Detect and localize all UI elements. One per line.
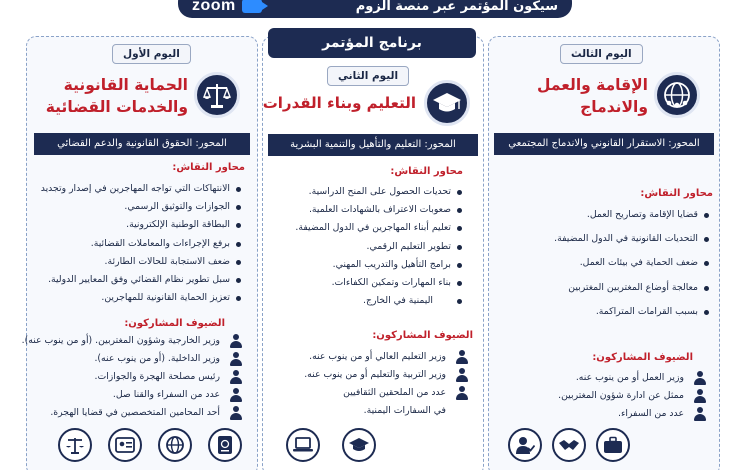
day-two-guests-title: الضيوف المشاركون: (372, 330, 473, 341)
day-two-axis: المحور: التعليم والتأهيل والتنمية البشرية (268, 134, 478, 156)
scales-icon (58, 428, 92, 462)
guest-text: وزير العمل أو من ينوب عنه. (575, 372, 684, 383)
day-one-axis: المحور: الحقوق القانونية والدعم القضائي (34, 133, 250, 155)
topic-item: التحديات القانونية في الدول المضيفة. (554, 230, 710, 248)
guest-item (22, 350, 242, 368)
person-icon (230, 388, 242, 402)
topic-item: تعزيز الحماية القانونية للمهاجرين. (41, 289, 242, 307)
day-two-guests (304, 348, 468, 420)
person-icon (230, 370, 242, 384)
day-one-topics-title: محاور النقاش: (172, 162, 245, 173)
guest-text: وزير الداخلية. (أو من ينوب عنه). (94, 353, 220, 364)
guest-item-continuation (304, 402, 468, 420)
heading-line: والخدمات القضائية (45, 98, 188, 116)
handshake-icon (552, 428, 586, 462)
id-card-icon (108, 428, 142, 462)
topic-item: معالجة أوضاع المغتربين المغتربين (554, 279, 710, 297)
globe-people-icon (654, 72, 700, 118)
person-check-icon (508, 428, 542, 462)
person-icon (694, 371, 706, 385)
guest-text: في السفارات اليمنية. (363, 405, 446, 416)
person-icon (230, 334, 242, 348)
person-icon (230, 406, 242, 420)
video-camera-icon (242, 0, 262, 13)
day-two-icons (286, 428, 376, 462)
day-three-guests (558, 369, 706, 423)
zoom-brand (192, 0, 262, 15)
guest-text: عدد من الملحقين الثقافيين (343, 387, 446, 398)
day-two-topics (295, 183, 463, 310)
topic-item: صعوبات الاعتراف بالشهادات العلمية. (295, 201, 463, 219)
scales-icon (194, 72, 240, 118)
day-three-badge: اليوم الثالث (560, 44, 643, 64)
day-one-heading (46, 74, 188, 118)
day-three-heading (520, 74, 648, 118)
laptop-icon (286, 428, 320, 462)
person-icon (694, 389, 706, 403)
guest-item (304, 384, 468, 402)
heading-line: الإقامة والعمل (537, 76, 648, 94)
globe-icon (158, 428, 192, 462)
topic-item: سبل تطوير نظام القضائي وفق المعايير الدولية. (41, 271, 242, 289)
guest-text: وزير الخارجية وشؤون المغتربين. (أو من ينوب عنه). (21, 335, 220, 346)
person-icon (456, 350, 468, 364)
topic-item: تطوير التعليم الرقمي. (295, 238, 463, 256)
day-two-topics-title: محاور النقاش: (390, 166, 463, 177)
guest-text: رئيس مصلحة الهجرة والجوازات. (94, 371, 220, 382)
guest-item (22, 332, 242, 350)
guest-item (558, 387, 706, 405)
guest-text: أحد المحامين المتخصصين في قضايا الهجرة. (50, 407, 220, 418)
day-three-topics-title: محاور النقاش: (640, 188, 713, 199)
day-two-badge: اليوم الثاني (327, 66, 409, 86)
day-one-badge: اليوم الأول (112, 44, 191, 64)
guest-text: وزير التعليم العالي أو من ينوب عنه. (309, 351, 446, 362)
day-three-axis: المحور: الاستقرار القانوني والاندماج المجتمعي (494, 133, 714, 155)
topic-item-continuation: الجوازات والتوثيق الرسمي. (41, 198, 242, 216)
graduation-cap-icon (424, 80, 470, 126)
topic-item-continuation: بسبب القرامات المتراكمة. (554, 303, 710, 321)
topic-item: البطاقة الوطنية الإلكترونية. (41, 216, 242, 234)
day-three-guests-title: الضيوف المشاركون: (592, 352, 693, 363)
topic-item: ضعف الحماية في بيئات العمل. (554, 254, 710, 272)
topic-item: برامج التأهيل والتدريب المهني. (295, 256, 463, 274)
person-icon (456, 368, 468, 382)
heading-line: والاندماج (580, 98, 648, 116)
heading-line: الحماية القانونية (63, 76, 188, 94)
day-three-topics (554, 206, 710, 321)
briefcase-icon (596, 428, 630, 462)
person-icon (456, 386, 468, 400)
day-one-icons (58, 428, 242, 462)
guest-item (22, 368, 242, 386)
topic-item: تحديات الحصول على المنح الدراسية. (295, 183, 463, 201)
passport-icon (208, 428, 242, 462)
zoom-banner (178, 0, 572, 18)
person-icon (230, 352, 242, 366)
guest-text: ممثل عن ادارة شؤون المغتربين. (558, 390, 684, 401)
graduation-cap-icon (342, 428, 376, 462)
topic-item: تعليم أبناء المهاجرين في الدول المضيفة. (295, 219, 463, 237)
guest-text: وزير التربية والتعليم أو من ينوب عنه. (304, 369, 446, 380)
program-title: برنامج المؤتمر (268, 28, 476, 58)
guest-item (558, 405, 706, 423)
topic-item: قضايا الإقامة وتصاريح العمل. (554, 206, 710, 224)
guest-item (304, 348, 468, 366)
guest-item (558, 369, 706, 387)
topic-item: الانتهاكات التي تواجه المهاجرين في إصدار وتجديد (41, 180, 242, 198)
heading-line: التعليم وبناء القدرات (262, 94, 416, 112)
zoom-logo: zoom (192, 0, 236, 14)
day-one-guests (22, 332, 242, 422)
guest-item (304, 366, 468, 384)
day-two-heading (262, 92, 416, 114)
topic-item: بناء المهارات وتمكين الكفاءات. (295, 274, 463, 292)
banner-text: سيكون المؤتمر عبر منصة الزوم (355, 0, 558, 14)
guest-text: عدد من السفراء والقنا صل. (112, 389, 220, 400)
person-icon (694, 407, 706, 421)
guest-text: عدد من السفراء. (618, 408, 684, 419)
topic-item: برفع الإجراءات والمعاملات القضائية. (41, 235, 242, 253)
day-one-topics (41, 180, 242, 307)
topic-item-continuation: اليمنية في الخارج. (295, 292, 463, 310)
guest-item (22, 404, 242, 422)
topic-item: ضعف الاستجابة للحالات الطارئة. (41, 253, 242, 271)
guest-item (22, 386, 242, 404)
day-three-icons (508, 428, 630, 462)
day-one-guests-title: الضيوف المشاركون: (124, 318, 225, 329)
